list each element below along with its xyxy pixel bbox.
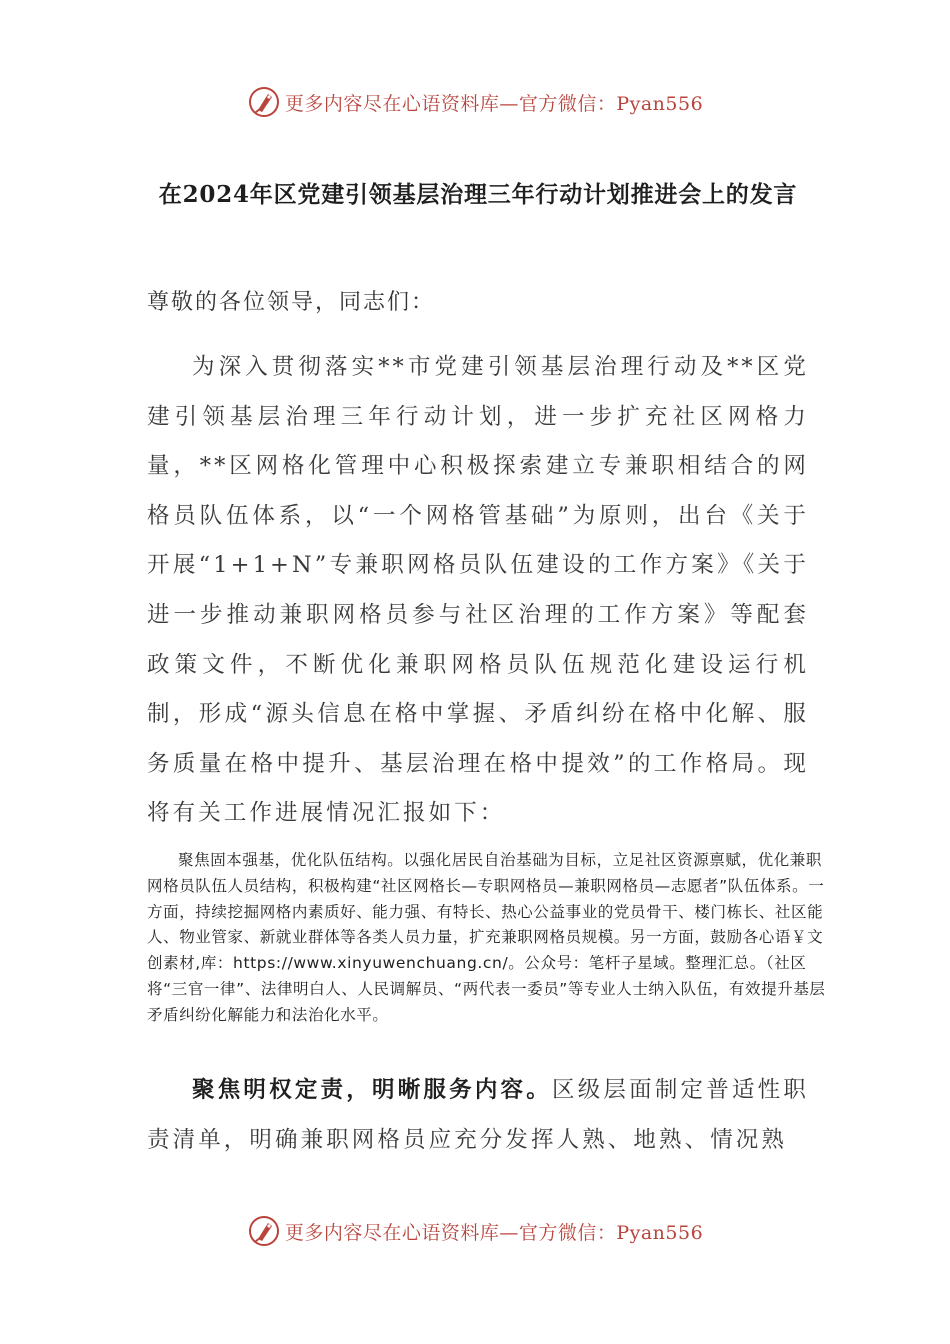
page-title: 在2024年区党建引领基层治理三年行动计划推进会上的发言 — [158, 181, 798, 208]
paragraph-intro: 为深入贯彻落实**市党建引领基层治理行动及**区党建引领基层治理三年行动计划，进一步扩充社区网格力量，**区网格化管理中心积极探索建立专兼职相结合的网格员队伍体系，以“一个网格管基础”为原则，出台《关于开展“1+1+N”专兼职网格员队伍建设的工作方案》《关于进一步推动兼职网格员参与社区治理的工作方案》等配套政策文件，不断优化兼职网格员队伍规范化建设运行机制，形成“源头信息在格中掌握、矛盾纠纷在格中化解、服务质量在格中提升、基层治理在格中提效”的工作格局。现将有关工作进展情况汇报如下： — [147, 354, 809, 827]
pen-nib-logo-icon — [247, 85, 281, 119]
watermark-banner-bottom — [0, 1211, 950, 1251]
paragraph-responsibilities — [147, 1066, 809, 1165]
watermark-text: 更多内容尽在心语资料库—官方微信：Pyan556 — [284, 92, 704, 115]
paragraph-team-structure: 聚焦固本强基，优化队伍结构。以强化居民自治基础为目标，立足社区资源禀赋，优化兼职网格员队伍人员结构，积极构建“社区网格长—专职网格员—兼职网格员—志愿者”队伍体系。一方面，持续挖掘网格内素质好、能力强、有特长、热心公益事业的党员骨干、楼门栋长、社区能人、物业管家、新就业群体等各类人员力量，扩充兼职网格员规模。另一方面，鼓励各心语￥文创素材,库：https://www.xinyuwenchuang.cn/。公众号：笔杆子星域。整理汇总。（社区将“三官一律”、法律明白人、人民调解员、“两代表一委员”等专业人士纳入队伍，有效提升基层矛盾纠纷化解能力和法治化水平。 — [147, 851, 826, 1024]
pen-nib-logo-icon — [247, 1214, 281, 1248]
paragraph-body: 区级层面制定普适性职责清单，明确兼职网格员应充分发挥人熟、地熟、情况熟 — [147, 1077, 809, 1153]
salutation: 尊敬的各位领导，同志们： — [147, 290, 436, 315]
watermark-banner-top — [0, 82, 950, 122]
watermark-text: 更多内容尽在心语资料库—官方微信：Pyan556 — [284, 1221, 704, 1244]
paragraph-heading: 聚焦明权定责，明晰服务内容。 — [192, 1077, 552, 1103]
